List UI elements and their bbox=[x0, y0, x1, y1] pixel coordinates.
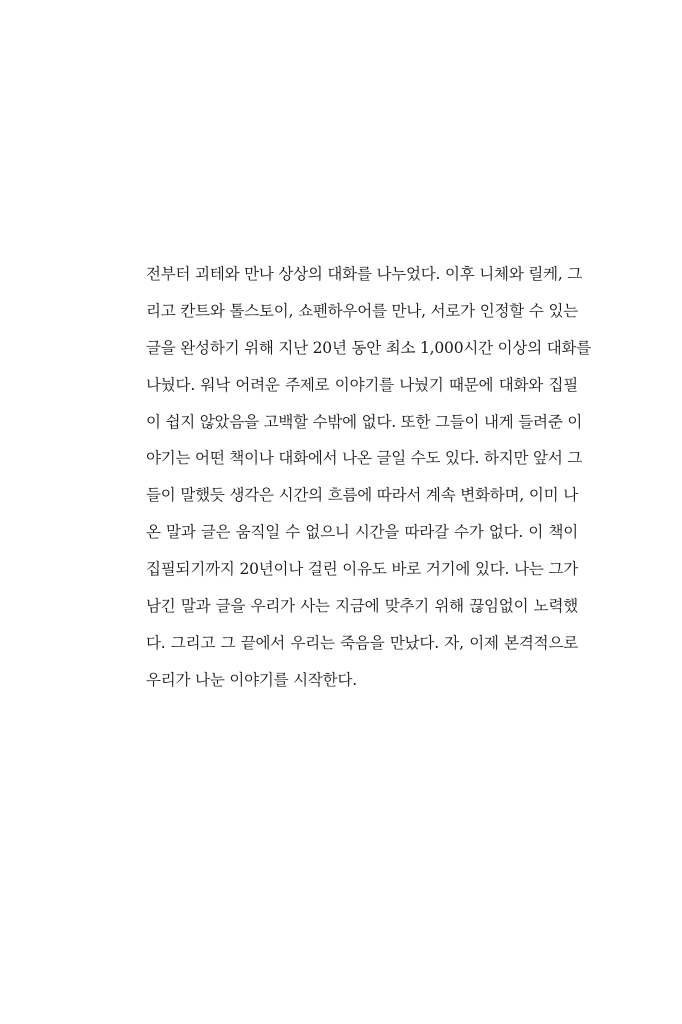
text-line: 야기는 어떤 책이나 대화에서 나온 글일 수도 있다. 하지만 앞서 그 bbox=[146, 449, 583, 468]
body-paragraph bbox=[146, 256, 592, 699]
text-line: 글을 완성하기 위해 지난 20년 동안 최소 1,000시간 이상의 대화를 bbox=[146, 338, 592, 357]
text-line: 남긴 말과 글을 우리가 사는 지금에 맞추기 위해 끊임없이 노력했 bbox=[146, 597, 578, 616]
text-line: 들이 말했듯 생각은 시간의 흐름에 따라서 계속 변화하며, 이미 나 bbox=[146, 486, 578, 505]
text-line-last: 우리가 나눈 이야기를 시작한다. bbox=[146, 670, 357, 689]
text-line: 전부터 괴테와 만나 상상의 대화를 나누었다. 이후 니체와 릴케, 그 bbox=[146, 265, 583, 283]
text-line: 리고 칸트와 톨스토이, 쇼펜하우어를 만나, 서로가 인정할 수 있는 bbox=[146, 301, 578, 320]
text-line: 나눴다. 워낙 어려운 주제로 이야기를 나눴기 때문에 대화와 집필 bbox=[146, 375, 578, 394]
text-line: 집필되기까지 20년이나 걸린 이유도 바로 거기에 있다. 나는 그가 bbox=[146, 560, 578, 579]
text-line: 다. 그리고 그 끝에서 우리는 죽음을 만났다. 자, 이제 본격적으로 bbox=[146, 633, 578, 652]
text-line: 이 쉽지 않았음을 고백할 수밖에 없다. 또한 그들이 내게 들려준 이 bbox=[146, 412, 583, 431]
text-line: 온 말과 글은 움직일 수 없으니 시간을 따라갈 수가 없다. 이 책이 bbox=[146, 523, 578, 542]
